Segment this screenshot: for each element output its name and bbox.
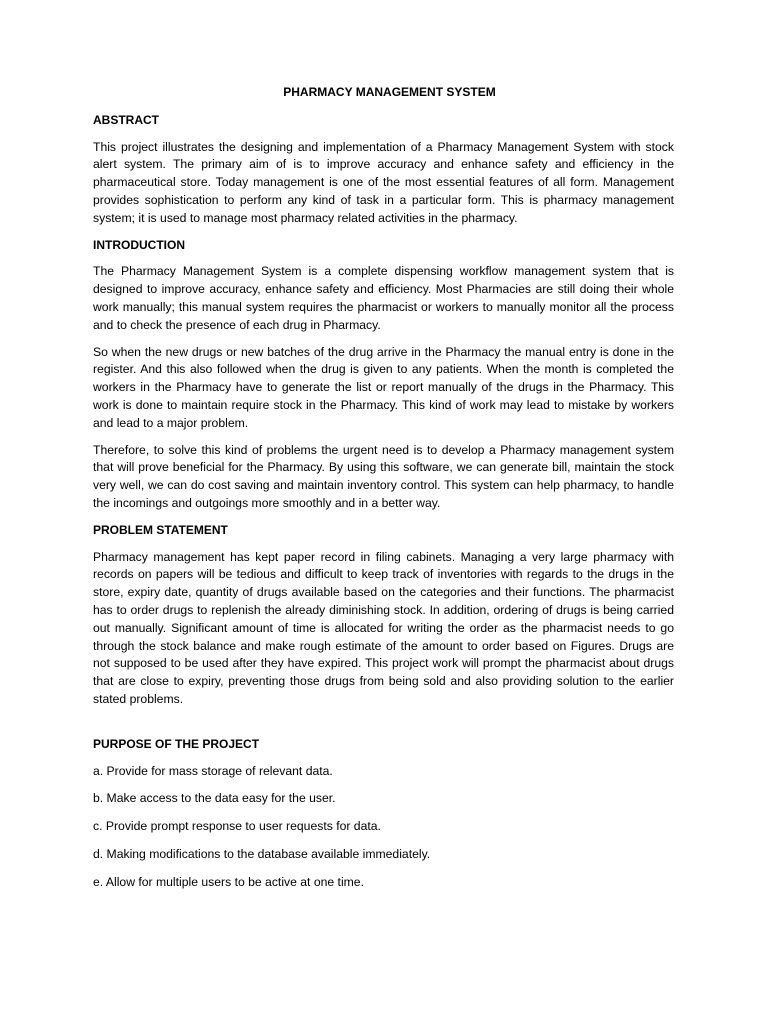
abstract-paragraph: This project illustrates the designing and implementation of a Pharmacy Management System with stock alert system. The primary aim of is to improve accuracy and enhance safety and efficiency in the pharmaceutical store. Today management is one of the most essential features of all form. Management provides sophistication to perform any kind of task in a particular form. This is pharmacy management system; it is used to manage most pharmacy related activities in the pharmacy. — [93, 139, 674, 225]
purpose-item-d: d. Making modifications to the database available immediately. — [93, 846, 431, 861]
abstract-heading: ABSTRACT — [93, 112, 159, 127]
purpose-item-c: c. Provide prompt response to user requests for data. — [93, 819, 381, 834]
introduction-paragraph-2: So when the new drugs or new batches of the drug arrive in the Pharmacy the manual entry is done in the register. And this also followed when the drug is given to any patients. When the month is completed the workers in the Pharmacy have to generate the list or report manually of the drugs in the Pharmacy. This work is done to maintain require stock in the Pharmacy. This kind of work may lead to mistake by workers and lead to a major problem. — [93, 344, 674, 430]
introduction-paragraph-1: The Pharmacy Management System is a complete dispensing workflow management system that is designed to improve accuracy, enhance safety and efficiency. Most Pharmacies are still doing their whole work manually; this manual system requires the pharmacist or workers to manually monitor all the process and to check the presence of each drug in Pharmacy. — [93, 264, 674, 332]
introduction-paragraph-3: Therefore, to solve this kind of problems the urgent need is to develop a Pharmacy management system that will prove beneficial for the Pharmacy. By using this software, we can generate bill, maintain the stock very well, we can do cost saving and maintain inventory control. This system can help pharmacy, to handle the incomings and outgoings more smoothly and in a better way. — [93, 442, 674, 510]
purpose-heading: PURPOSE OF THE PROJECT — [93, 736, 260, 751]
introduction-heading: INTRODUCTION — [93, 237, 185, 252]
purpose-item-a: a. Provide for mass storage of relevant data. — [93, 763, 333, 778]
document-title: PHARMACY MANAGEMENT SYSTEM — [283, 85, 496, 99]
purpose-item-e: e. Allow for multiple users to be active at one time. — [93, 874, 364, 889]
section-gap — [93, 718, 674, 736]
document-page — [93, 84, 674, 901]
problem-statement-heading: PROBLEM STATEMENT — [93, 522, 228, 537]
purpose-item-b: b. Make access to the data easy for the user. — [93, 791, 336, 806]
problem-statement-paragraph: Pharmacy management has kept paper record in filing cabinets. Managing a very large pharmacy with records on papers will be tedious and difficult to keep track of inventories with regards to the drugs in the store, expiry date, quantity of drugs available based on the categories and their functions. The pharmacist has to order drugs to replenish the already diminishing stock. In addition, ordering of drugs is being carried out manually. Significant amount of time is allocated for writing the order as the pharmacist needs to go through the stock balance and make rough estimate of the amount to order based on Figures. Drugs are not supposed to be used after they have expired. This project work will prompt the pharmacist about drugs that are close to expiry, preventing those drugs from being sold and also providing solution to the earlier stated problems. — [93, 549, 674, 706]
